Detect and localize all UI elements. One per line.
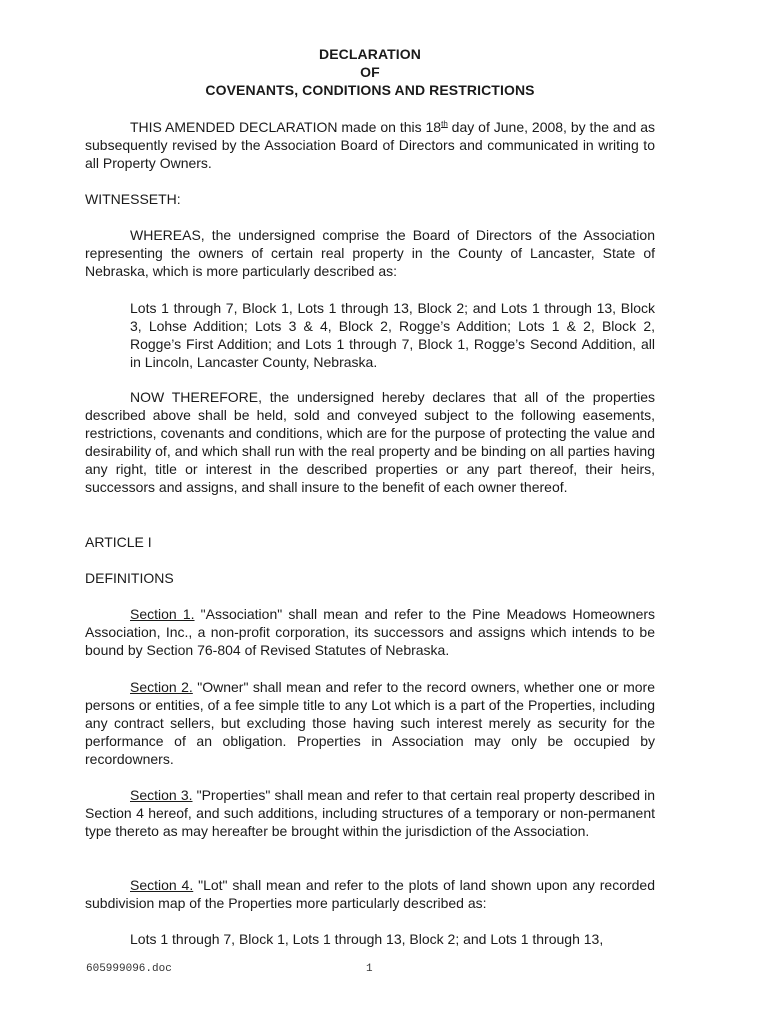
witnesseth-heading: WITNESSETH: bbox=[85, 191, 181, 207]
section-2-text: "Owner" shall mean and refer to the record owners, whether one or more persons or entities, of a fee simple title to any Lot which is a part of the Properties, including any contract sellers, but excluding those having such interest merely as security for the performance of an obligation. Properties in Association may only be occupied by recordowners. bbox=[85, 679, 655, 768]
lots-description-continued: Lots 1 through 7, Block 1, Lots 1 through 13, Block 2; and Lots 1 through 13, bbox=[130, 931, 604, 947]
section-3-paragraph bbox=[85, 786, 655, 840]
ordinal-suffix: th bbox=[441, 119, 448, 129]
section-3-label: Section 3. bbox=[130, 787, 193, 803]
section-2-paragraph bbox=[85, 678, 655, 768]
section-1-label: Section 1. bbox=[130, 606, 195, 622]
footer-document-name: 605999096.doc bbox=[86, 963, 172, 975]
section-1-text: "Association" shall mean and refer to the Pine Meadows Homeowners Association, Inc., a non-profit corporation, its successors and assigns which intends to be bound by Section 76-804 of Revised Statutes of Nebraska. bbox=[85, 606, 656, 659]
title-of: OF bbox=[360, 64, 380, 80]
now-therefore-paragraph: NOW THEREFORE, the undersigned hereby declares that all of the properties described above shall be held, sold and conveyed subject to the following easements, restrictions, covenants and conditions, which are for the purpose of protecting the value and desirability of, and which shall run with the real property and be binding on all parties having any right, title or interest in the described properties or any part thereof, their heirs, successors and assigns, and shall insure to the benefit of each owner thereof. bbox=[85, 389, 655, 496]
title-covenants: COVENANTS, CONDITIONS AND RESTRICTIONS bbox=[205, 82, 535, 98]
definitions-heading: DEFINITIONS bbox=[85, 570, 174, 586]
section-2-label: Section 2. bbox=[130, 679, 193, 695]
preamble-paragraph bbox=[85, 118, 655, 172]
section-4-label: Section 4. bbox=[130, 877, 194, 893]
preamble-text-end: day of June, 2008, by the and as subsequently revised by the Association Board of Directors and communicated in writing to all Property Owners. bbox=[85, 119, 655, 172]
lots-description: Lots 1 through 7, Block 1, Lots 1 through 13, Block 2; and Lots 1 through 13, Block 3, Lohse Addition; Lots 3 & 4, Block 2, Rogge’s Addition; Lots 1 & 2, Block 2, Rogge’s First Addition; and Lots 1 through 7, Block 1, Rogge’s Second Addition, all in Lincoln, Lancaster County, Nebraska. bbox=[130, 300, 655, 371]
whereas-paragraph: WHEREAS, the undersigned comprise the Board of Directors of the Association representing the owners of certain real property in the County of Lancaster, State of Nebraska, which is more particularly described as: bbox=[85, 227, 655, 280]
section-4-paragraph bbox=[85, 876, 655, 912]
preamble-text-start: THIS AMENDED DECLARATION made on this 18 bbox=[130, 119, 442, 135]
section-4-text: "Lot" shall mean and refer to the plots of land shown upon any recorded subdivision map of the Properties more particularly described as: bbox=[85, 877, 656, 912]
title-declaration: DECLARATION bbox=[319, 46, 421, 62]
article-heading: ARTICLE I bbox=[85, 534, 152, 550]
footer-page-number: 1 bbox=[366, 963, 373, 975]
section-1-paragraph bbox=[85, 605, 655, 659]
section-3-text: "Properties" shall mean and refer to that certain real property described in Section 4 hereof, and such additions, including structures of a temporary or non-permanent type thereto as may hereafter be brought within the jurisdiction of the Association. bbox=[85, 787, 655, 840]
